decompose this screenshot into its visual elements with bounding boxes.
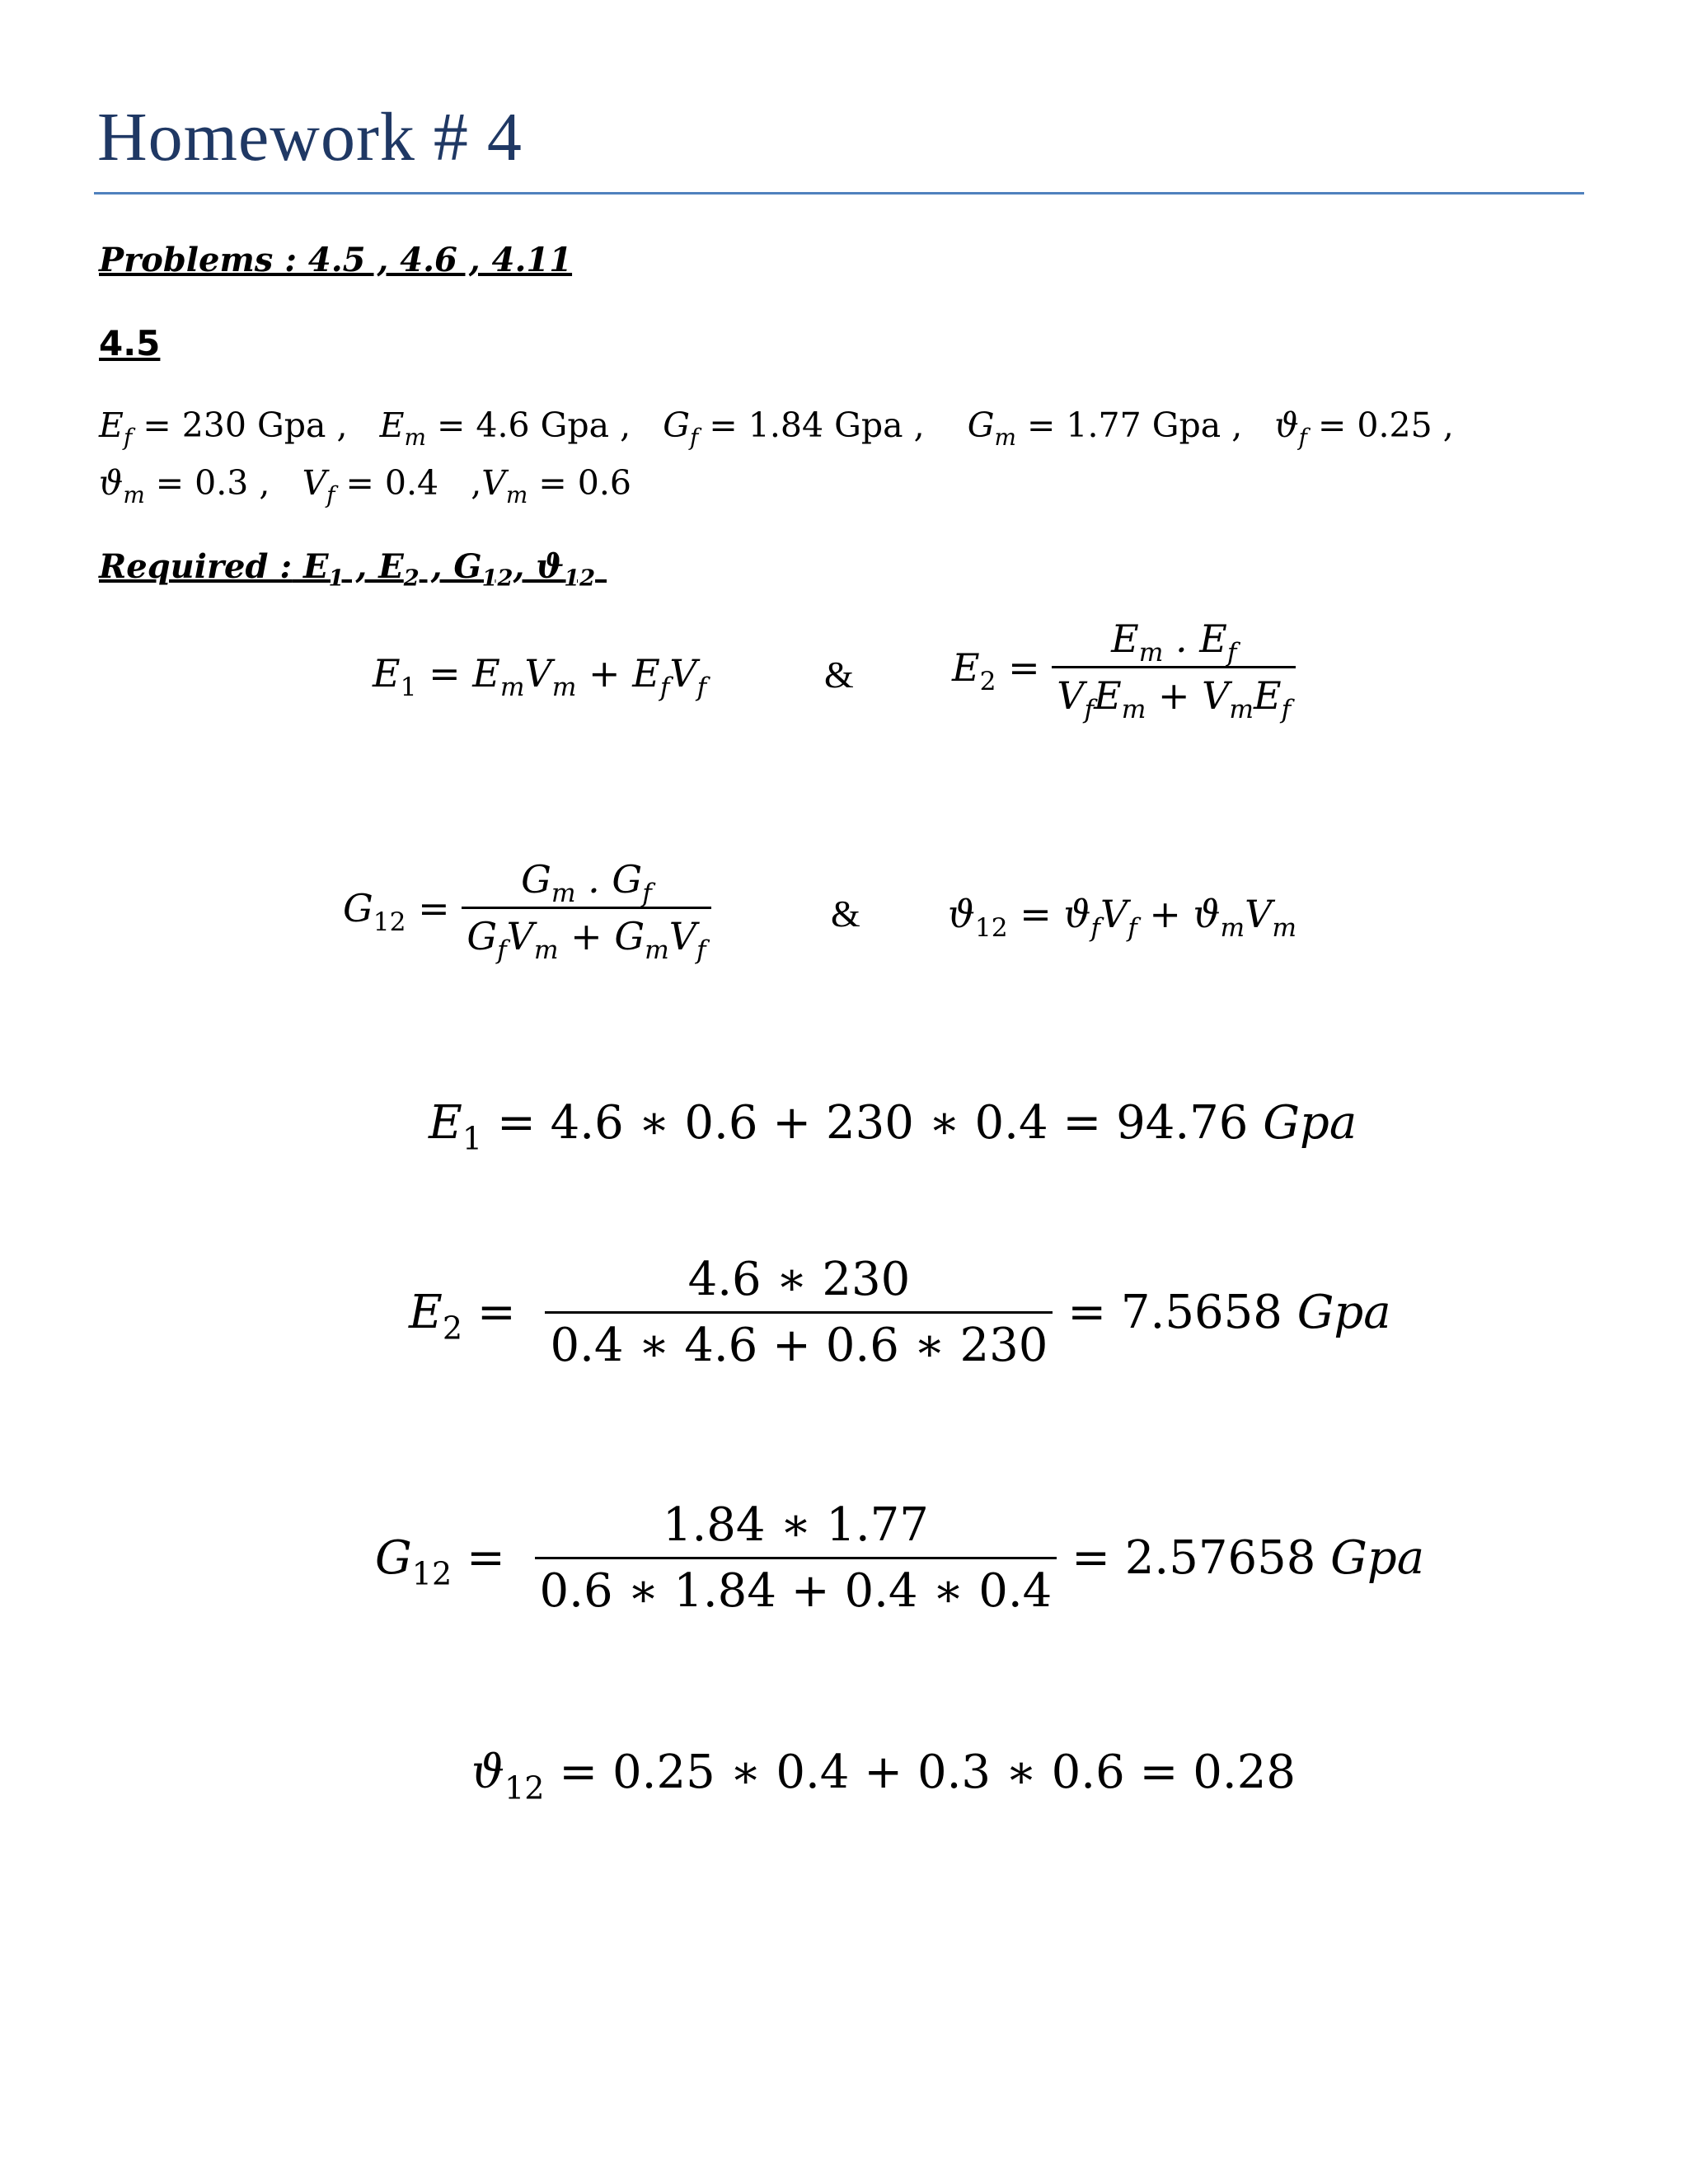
result-e2-value: = 7.5658 xyxy=(1067,1286,1282,1339)
result-e1: $E_1 = 4.6$ ∗ 0.6 + 230 ∗ 0.4 = 94.76 Gpa xyxy=(429,1096,1357,1157)
result-e2-numerator: 4.6 ∗ 230 xyxy=(687,1253,911,1306)
given-em: = 4.6 Gpa , xyxy=(437,405,631,445)
required-label: Required : xyxy=(99,547,293,586)
given-vm: = 0.3 , xyxy=(155,463,270,503)
result-e1-expression: = 4.6 ∗ 0.6 + 230 ∗ 0.4 = 94.76 xyxy=(496,1096,1249,1150)
problems-line: Problems : 4.5 , 4.6 , 4.11 xyxy=(99,241,573,279)
result-e2-denominator: 0.4 ∗ 4.6 + 0.6 ∗ 230 xyxy=(545,1311,1053,1372)
formula-e2: $E_2$ = $\frac{E_m . E_f}{V_fE_m + V_mE_f}$ xyxy=(952,616,1296,718)
result-e1-unit: Gpa xyxy=(1263,1096,1357,1150)
given-vf: = 0.25 , xyxy=(1318,405,1454,445)
result-g12-unit: Gpa xyxy=(1330,1531,1425,1585)
result-v12: $ϑ_{12} = 0.25$ ∗ 0.4 + 0.3 ∗ 0.6 = 0.28 xyxy=(471,1746,1296,1807)
given-gm: = 1.77 Gpa , xyxy=(1027,405,1243,445)
page-title: Homework # 4 xyxy=(97,99,523,176)
given-gf: = 1.84 Gpa , xyxy=(709,405,925,445)
result-v12-expression: = 0.25 ∗ 0.4 + 0.3 ∗ 0.6 = 0.28 xyxy=(559,1746,1296,1799)
required-line: Required : $E_1$ , $E_2$ , $G_{12}$, $ϑ_{12}$ xyxy=(99,547,596,592)
ampersand-1: & xyxy=(824,654,854,696)
given-values-line-1: $E_f = 230$ Gpa , $E_m = 4.6$ Gpa , $G_f = 1.84$ Gpa , $G_m = 1.77$ Gpa , $ϑ_f = 0.25$ , xyxy=(99,405,1454,451)
result-e2: $E_2$ = $\frac{4.6 ∗ 230}{0.4 ∗ 4.6 + 0.6 ∗ 230}$ = 7.5658 Gpa xyxy=(409,1253,1391,1372)
formula-g12: $G_{12}$ = $\frac{G_m . G_f}{G_fV_m + G_mV_f}$ xyxy=(343,857,711,958)
given-vf-volume: = 0.4 xyxy=(345,463,439,503)
result-g12-denominator: 0.6 ∗ 1.84 + 0.4 ∗ 0.4 xyxy=(535,1557,1057,1618)
title-divider xyxy=(94,192,1584,194)
result-g12-value: = 2.57658 xyxy=(1071,1531,1316,1585)
ampersand-2: & xyxy=(831,893,860,935)
result-e2-unit: Gpa xyxy=(1296,1286,1391,1339)
given-vm-volume: = 0.6 xyxy=(538,463,631,503)
given-ef: = 230 Gpa , xyxy=(143,405,348,445)
given-values-line-2: $ϑ_m = 0.3$ , $V_f = 0.4$ $,V_m = 0.6$ xyxy=(99,463,631,509)
formula-e1: $E_1 = E_mV_m + E_fV_f$ xyxy=(373,651,707,702)
result-g12-numerator: 1.84 ∗ 1.77 xyxy=(662,1498,929,1552)
formula-v12: $ϑ_{12} = ϑ_fV_f + ϑ_mV_m$ xyxy=(948,892,1296,943)
section-heading: 4.5 xyxy=(99,323,161,363)
result-g12: $G_{12}$ = $\frac{1.84 ∗ 1.77}{0.6 ∗ 1.84 + 0.4 ∗ 0.4}$ = 2.57658 Gpa xyxy=(375,1498,1425,1618)
